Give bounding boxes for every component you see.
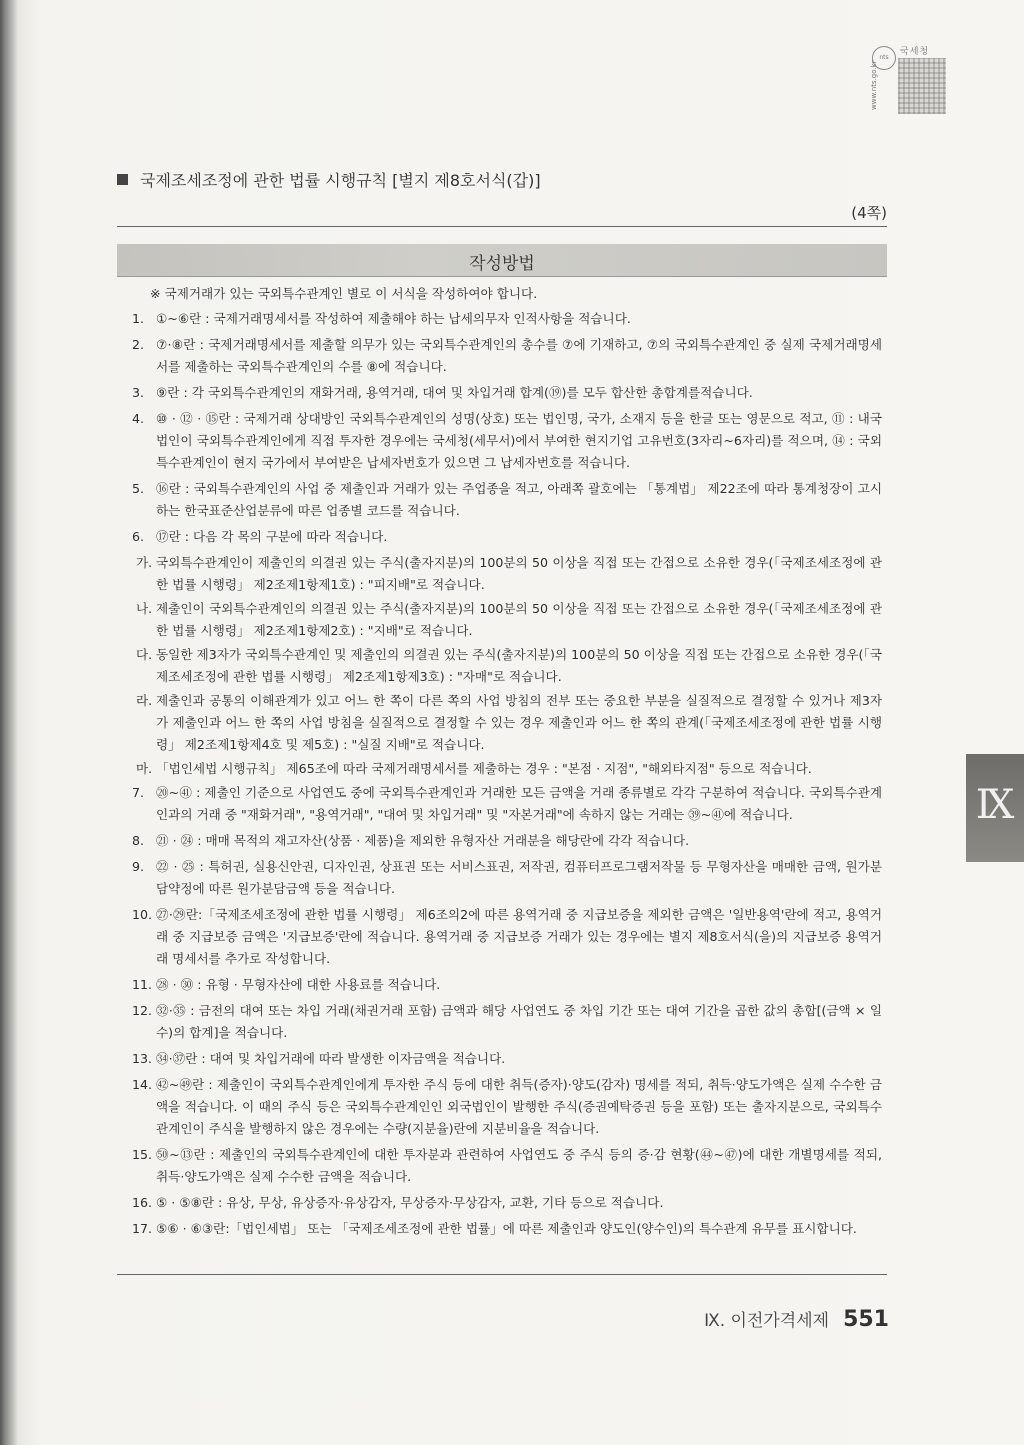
nts-logo xyxy=(872,40,952,132)
item-text: ㉘ · ㉚ : 유형 · 무형자산에 대한 사용료를 적습니다. xyxy=(156,977,441,992)
list-item xyxy=(132,856,882,900)
list-item xyxy=(132,408,882,474)
page-number: 551 xyxy=(843,1307,889,1332)
item-text: ⑰란 : 다음 각 목의 구분에 따라 적습니다. xyxy=(156,529,388,544)
book-spine-shadow xyxy=(0,0,18,1445)
form-title-text: 국제조세조정에 관한 법률 시행규칙 [별지 제8호서식(갑)] xyxy=(140,171,541,190)
item-text: ㉜·㉟ : 금전의 대여 또는 차입 거래(채권거래 포함) 금액과 해당 사업연도 중 차입 기간 또는 대여 기간을 곱한 값의 총합[(금액 × 일수)의 합계]을 적습니다. xyxy=(156,1003,882,1040)
sub-item-number: 라. xyxy=(136,693,153,708)
list-item xyxy=(132,478,882,522)
list-item xyxy=(132,1218,882,1240)
item-text: ⑨란 : 각 국외특수관계인의 재화거래, 용역거래, 대여 및 차입거래 합계(⑲)를 모두 합산한 총합계를적습니다. xyxy=(156,385,753,400)
sub-item-number: 마. xyxy=(136,761,153,776)
list-item xyxy=(132,1048,882,1070)
sub-item-text: 국외특수관계인이 제출인의 의결권 있는 주식(출자지분)의 100분의 50 이상을 직접 또는 간접으로 소유한 경우(「국제조세조정에 관한 법률 시행령」 제2조제1항제1호) : "피지배"로 적습니다. xyxy=(156,555,882,592)
item-number: 10. xyxy=(132,907,153,922)
list-item xyxy=(132,1144,882,1188)
form-title xyxy=(117,168,541,191)
list-item xyxy=(132,308,882,330)
list-item xyxy=(132,1000,882,1044)
sub-item xyxy=(132,598,882,642)
item-text: ⑯란 : 국외특수관계인의 사업 중 제출인과 거래가 있는 주업종을 적고, 아래쪽 괄호에는 「통계법」 제22조에 따라 통계청장이 고시하는 한국표준산업분류에 따른 업종별 코드를 적습니다. xyxy=(156,481,882,518)
section-title: 작성방법 xyxy=(469,254,535,274)
page-count: (4쪽) xyxy=(851,204,887,222)
nts-org-name: 국세청 xyxy=(900,47,930,57)
item-text: ㊷~㊾란 : 제출인이 국외특수관계인에게 투자한 주식 등에 대한 취득(증자)·양도(감자) 명세를 적되, 취득·양도가액은 실제 수수한 금액을 적습니다. 이 때의 주식 등은 국외특수관계인인 외국법인이 발행한 주식(증권예탁증권 등을 포함) 또는 출자지분으로, 국외특수관계인이 주식을 발행하지 않은 경우에는 수량(지분율)란에 지분비율을 적습니다. xyxy=(156,1077,882,1136)
sub-item xyxy=(132,758,882,780)
chapter-tab-label: Ⅸ xyxy=(975,782,1015,828)
item-text: ⑦·⑧란 : 국제거래명세서를 제출할 의무가 있는 국외특수관계인의 총수를 ⑦에 기재하고, ⑦의 국외특수관계인 중 실제 국제거래명세서를 제출하는 국외특수관계인의 수를 ⑧에 적습니다. xyxy=(156,337,882,374)
item-text: ⑤ · ⑤⑧란 : 유상, 무상, 유상증자·유상감자, 무상증자·무상감자, 교환, 기타 등으로 적습니다. xyxy=(156,1195,664,1210)
item-number: 8. xyxy=(132,833,145,848)
item-number: 16. xyxy=(132,1195,153,1210)
list-item xyxy=(132,904,882,970)
instructions-body xyxy=(132,283,882,1244)
general-note: ※ 국제거래가 있는 국외특수관계인 별로 이 서식을 작성하여야 합니다. xyxy=(150,286,538,301)
item-number: 13. xyxy=(132,1051,153,1066)
list-item xyxy=(132,782,882,826)
item-number: 6. xyxy=(132,529,145,544)
item-text: ㊿~⑬란 : 제출인의 국외특수관계인에 대한 투자분과 관련하여 사업연도 중 주식 등의 증·감 현황(㊹~㊼)에 대한 개별명세를 적되, 취득·양도가액은 실제 수수한 금액을 적습니다. xyxy=(156,1147,883,1184)
nts-badge-icon: nts xyxy=(872,46,896,70)
list-item xyxy=(132,974,882,996)
sub-item-text: 동일한 제3자가 국외특수관계인 및 제출인의 의결권 있는 주식(출자지분)의 100분의 50 이상을 직접 또는 간접으로 소유한 경우(「국제조세조정에 관한 법률 시행령」 제2조제1항제3호) : "자매"로 적습니다. xyxy=(156,647,882,684)
item-text: ㉑ · ㉔ : 매매 목적의 재고자산(상품 · 제품)을 제외한 유형자산 거래분을 해당란에 각각 적습니다. xyxy=(156,833,690,848)
item-number: 1. xyxy=(132,311,145,326)
item-text: ①~⑥란 : 국제거래명세서를 작성하여 제출해야 하는 납세의무자 인적사항을 적습니다. xyxy=(156,311,631,326)
item-number: 17. xyxy=(132,1221,153,1236)
item-number: 3. xyxy=(132,385,145,400)
section-header-band xyxy=(117,244,887,277)
item-number: 2. xyxy=(132,337,145,352)
list-item xyxy=(132,1074,882,1140)
sub-item xyxy=(132,552,882,596)
item-number: 7. xyxy=(132,785,145,800)
list-item xyxy=(132,526,882,548)
list-item xyxy=(132,1192,882,1214)
bottom-rule xyxy=(117,1274,887,1275)
item-text: ㉗·㉙란:「국제조세조정에 관한 법률 시행령」 제6조의2에 따른 용역거래 중 지급보증을 제외한 금액은 '일반용역'란에 적고, 용역거래 중 지급보증 금액은 '지급보증'란에 적습니다. 용역거래 중 지급보증 거래가 있는 경우에는 별지 제8호서식(을)의 지급보증 용역거래 명세서를 추가로 작성합니다. xyxy=(156,907,882,966)
item-text: ㉒ · ㉕ : 특허권, 실용신안권, 디자인권, 상표권 또는 서비스표권, 저작권, 컴퓨터프로그램저작물 등 무형자산을 매매한 금액, 원가분담약정에 따른 원가분담금액 등을 적습니다. xyxy=(156,859,882,896)
item-text: ⑤⑥ · ⑥③란:「법인세법」 또는 「국제조세조정에 관한 법률」에 따른 제출인과 양도인(양수인)의 특수관계 유무를 표시합니다. xyxy=(156,1221,857,1236)
sub-item-number: 가. xyxy=(136,555,153,570)
item-number: 15. xyxy=(132,1147,153,1162)
page-footer xyxy=(704,1306,889,1332)
qr-code-icon xyxy=(898,58,946,114)
sub-item xyxy=(132,644,882,688)
sub-item-text: 제출인이 국외특수관계인의 의결권 있는 주식(출자지분)의 100분의 50 이상을 직접 또는 간접으로 소유한 경우(「국제조세조정에 관한 법률 시행령」 제2조제1항제2호) : "지배"로 적습니다. xyxy=(156,601,882,638)
footer-chapter: Ⅸ. 이전가격세제 xyxy=(704,1311,830,1331)
bullet-square-icon xyxy=(117,174,128,185)
sub-item-text: 「법인세법 시행규칙」 제65조에 따라 국제거래명세서를 제출하는 경우 : "본점 · 지점", "해외타지점" 등으로 적습니다. xyxy=(156,761,812,776)
sub-item-number: 나. xyxy=(136,601,153,616)
sub-item-text: 제출인과 공통의 이해관계가 있고 어느 한 쪽이 다른 쪽의 사업 방침의 전부 또는 중요한 부분을 실질적으로 결정할 수 있거나 제3자가 제출인과 어느 한 쪽의 사업 방침을 실질적으로 결정할 수 있는 경우 제출인과 어느 한 쪽의 관계(「국제조세조정에 관한 법률 시행령」 제2조제1항제4호 및 제5호) : "실질 지배"로 적습니다. xyxy=(156,693,882,752)
list-item xyxy=(132,334,882,378)
item-number: 14. xyxy=(132,1077,153,1092)
item-number: 9. xyxy=(132,859,145,874)
item-text: ⑳~㊶ : 제출인 기준으로 사업연도 중에 국외특수관계인과 거래한 모든 금액을 거래 종류별로 각각 구분하여 적습니다. 국외특수관계인과의 거래 중 "재화거래", "용역거래", "대여 및 차입거래" 및 "자본거래"에 속하지 않는 거래는 ㊴~㊶에 적습니다. xyxy=(156,785,882,822)
item-number: 5. xyxy=(132,481,145,496)
item-number: 4. xyxy=(132,411,145,426)
top-rule xyxy=(117,226,887,227)
chapter-tab xyxy=(966,754,1024,862)
nts-url: www.nts.go.kr xyxy=(870,60,878,110)
list-item xyxy=(132,830,882,852)
sub-item-number: 다. xyxy=(136,647,153,662)
item-text: ㉞·㊲란 : 대여 및 차입거래에 따라 발생한 이자금액을 적습니다. xyxy=(156,1051,506,1066)
list-item xyxy=(132,382,882,404)
item-number: 12. xyxy=(132,1003,153,1018)
sub-item xyxy=(132,690,882,756)
item-text: ⑩ · ⑫ · ⑮란 : 국제거래 상대방인 국외특수관계인의 성명(상호) 또는 법인명, 국가, 소재지 등을 한글 또는 영문으로 적고, ⑪ : 내국법인이 국외특수관계인에게 직접 투자한 경우에는 국세청(세무서)에서 부여한 현지기업 고유번호(3자리~6자리)를 적으며, ⑭ : 국외특수관계인이 현지 국가에서 부여받은 납세자번호가 있으면 그 납세자번호를 적습니다. xyxy=(156,411,882,470)
item-number: 11. xyxy=(132,977,153,992)
